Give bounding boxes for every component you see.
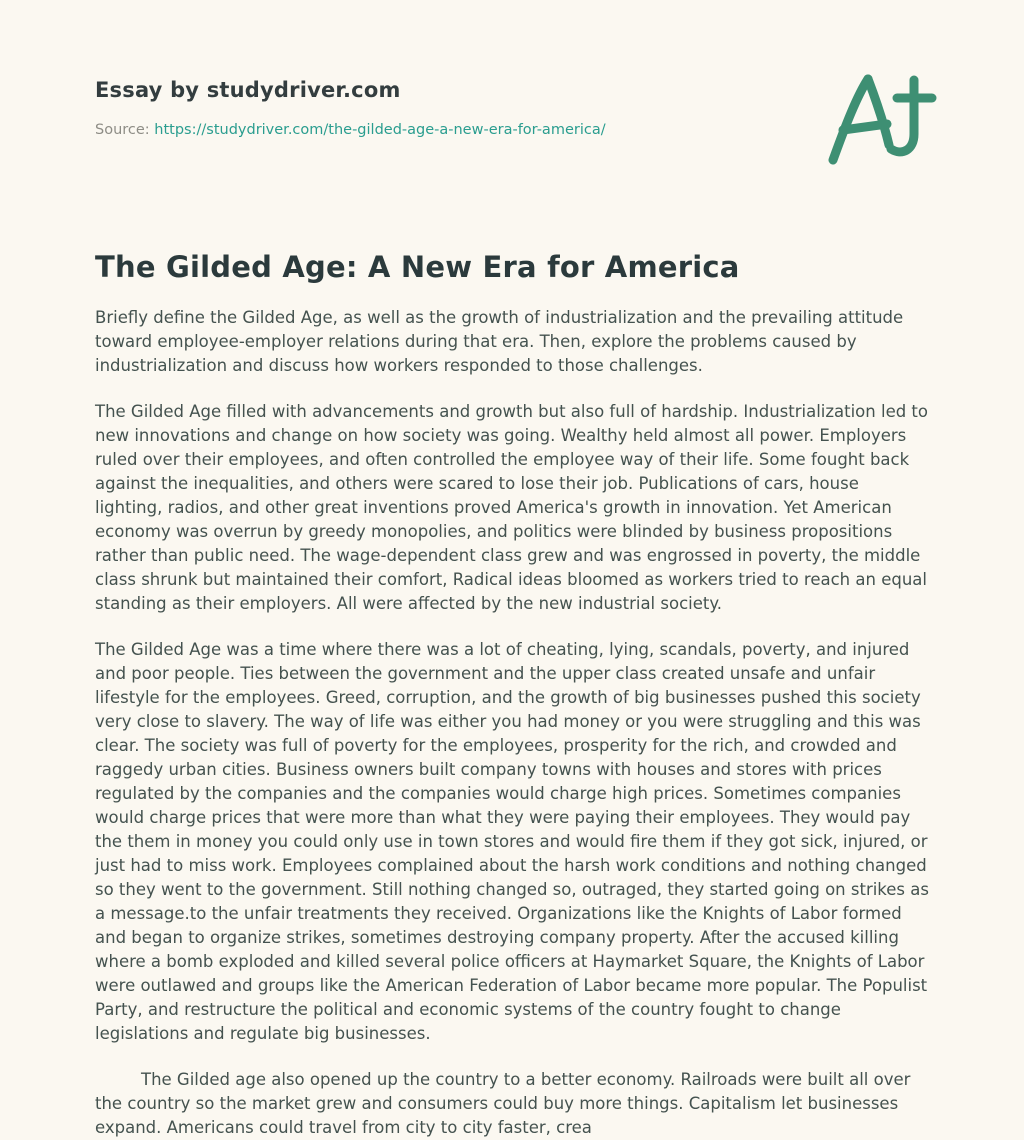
essay-byline: Essay by studydriver.com	[95, 78, 401, 102]
page-container	[95, 0, 929, 1140]
essay-paragraph: The Gilded age also opened up the country to a better economy. Railroads were built all over the country so the market grew and consumers could buy more things. Capitalism let businesses expand. Americans could travel from city to city faster, crea	[95, 1070, 911, 1137]
essay-paragraph: The Gilded Age filled with advancements and growth but also full of hardship. Industrialization led to new innovations and change on how society was going. Wealthy held almost all power. Employers ruled over their employees, and often controlled the employee way of their life. Some fought back against the inequalities, and others were scared to lose their job. Publications of cars, house lighting, radios, and other great inventions proved America's growth in innovation. Yet American economy was overrun by greedy monopolies, and politics were blinded by business propositions rather than public need. The wage-dependent class grew and was engrossed in poverty, the middle class shrunk but maintained their comfort, Radical ideas bloomed as workers tried to reach an equal standing as their employers. All were affected by the new industrial society.	[95, 402, 929, 613]
page-title: The Gilded Age: A New Era for America	[95, 250, 740, 284]
source-url-link[interactable]: https://studydriver.com/the-gilded-age-a-new-era-for-america/	[154, 122, 606, 138]
essay-paragraph: Briefly define the Gilded Age, as well as the growth of industrialization and the prevailing attitude toward employee-employer relations during that era. Then, explore the problems caused by industrialization and discuss how workers responded to those challenges.	[95, 308, 904, 375]
essay-body	[95, 306, 929, 1140]
source-label: Source:	[95, 122, 150, 138]
essay-paragraph: The Gilded Age was a time where there was a lot of cheating, lying, scandals, poverty, and injured and poor people. Ties between the government and the upper class created unsafe and unfair lifestyle for the employees. Greed, corruption, and the growth of big businesses pushed this society very close to slavery. The way of life was either you had money or you were struggling and this was clear. The society was full of poverty for the employees, prosperity for the rich, and crowded and raggedy urban cities. Business owners built company towns with houses and stores with prices regulated by the companies and the companies would charge high prices. Sometimes companies would charge prices that were more than what they were paying their employees. They would pay the them in money you could only use in town stores and would fire them if they got sick, injured, or just had to miss work. Employees complained about the harsh work conditions and nothing changed so they went to the government. Still nothing changed so, outraged, they started going on strikes as a message.to the unfair treatments they received. Organizations like the Knights of Labor formed and began to organize strikes, sometimes destroying company property. After the accused killing where a bomb exploded and killed several police officers at Haymarket Square, the Knights of Labor were outlawed and groups like the American Federation of Labor became more popular. The Populist Party, and restructure the political and economic systems of the country fought to change legislations and regulate big businesses.	[95, 640, 929, 1043]
a-plus-logo-icon	[826, 72, 938, 166]
source-line	[95, 122, 929, 138]
